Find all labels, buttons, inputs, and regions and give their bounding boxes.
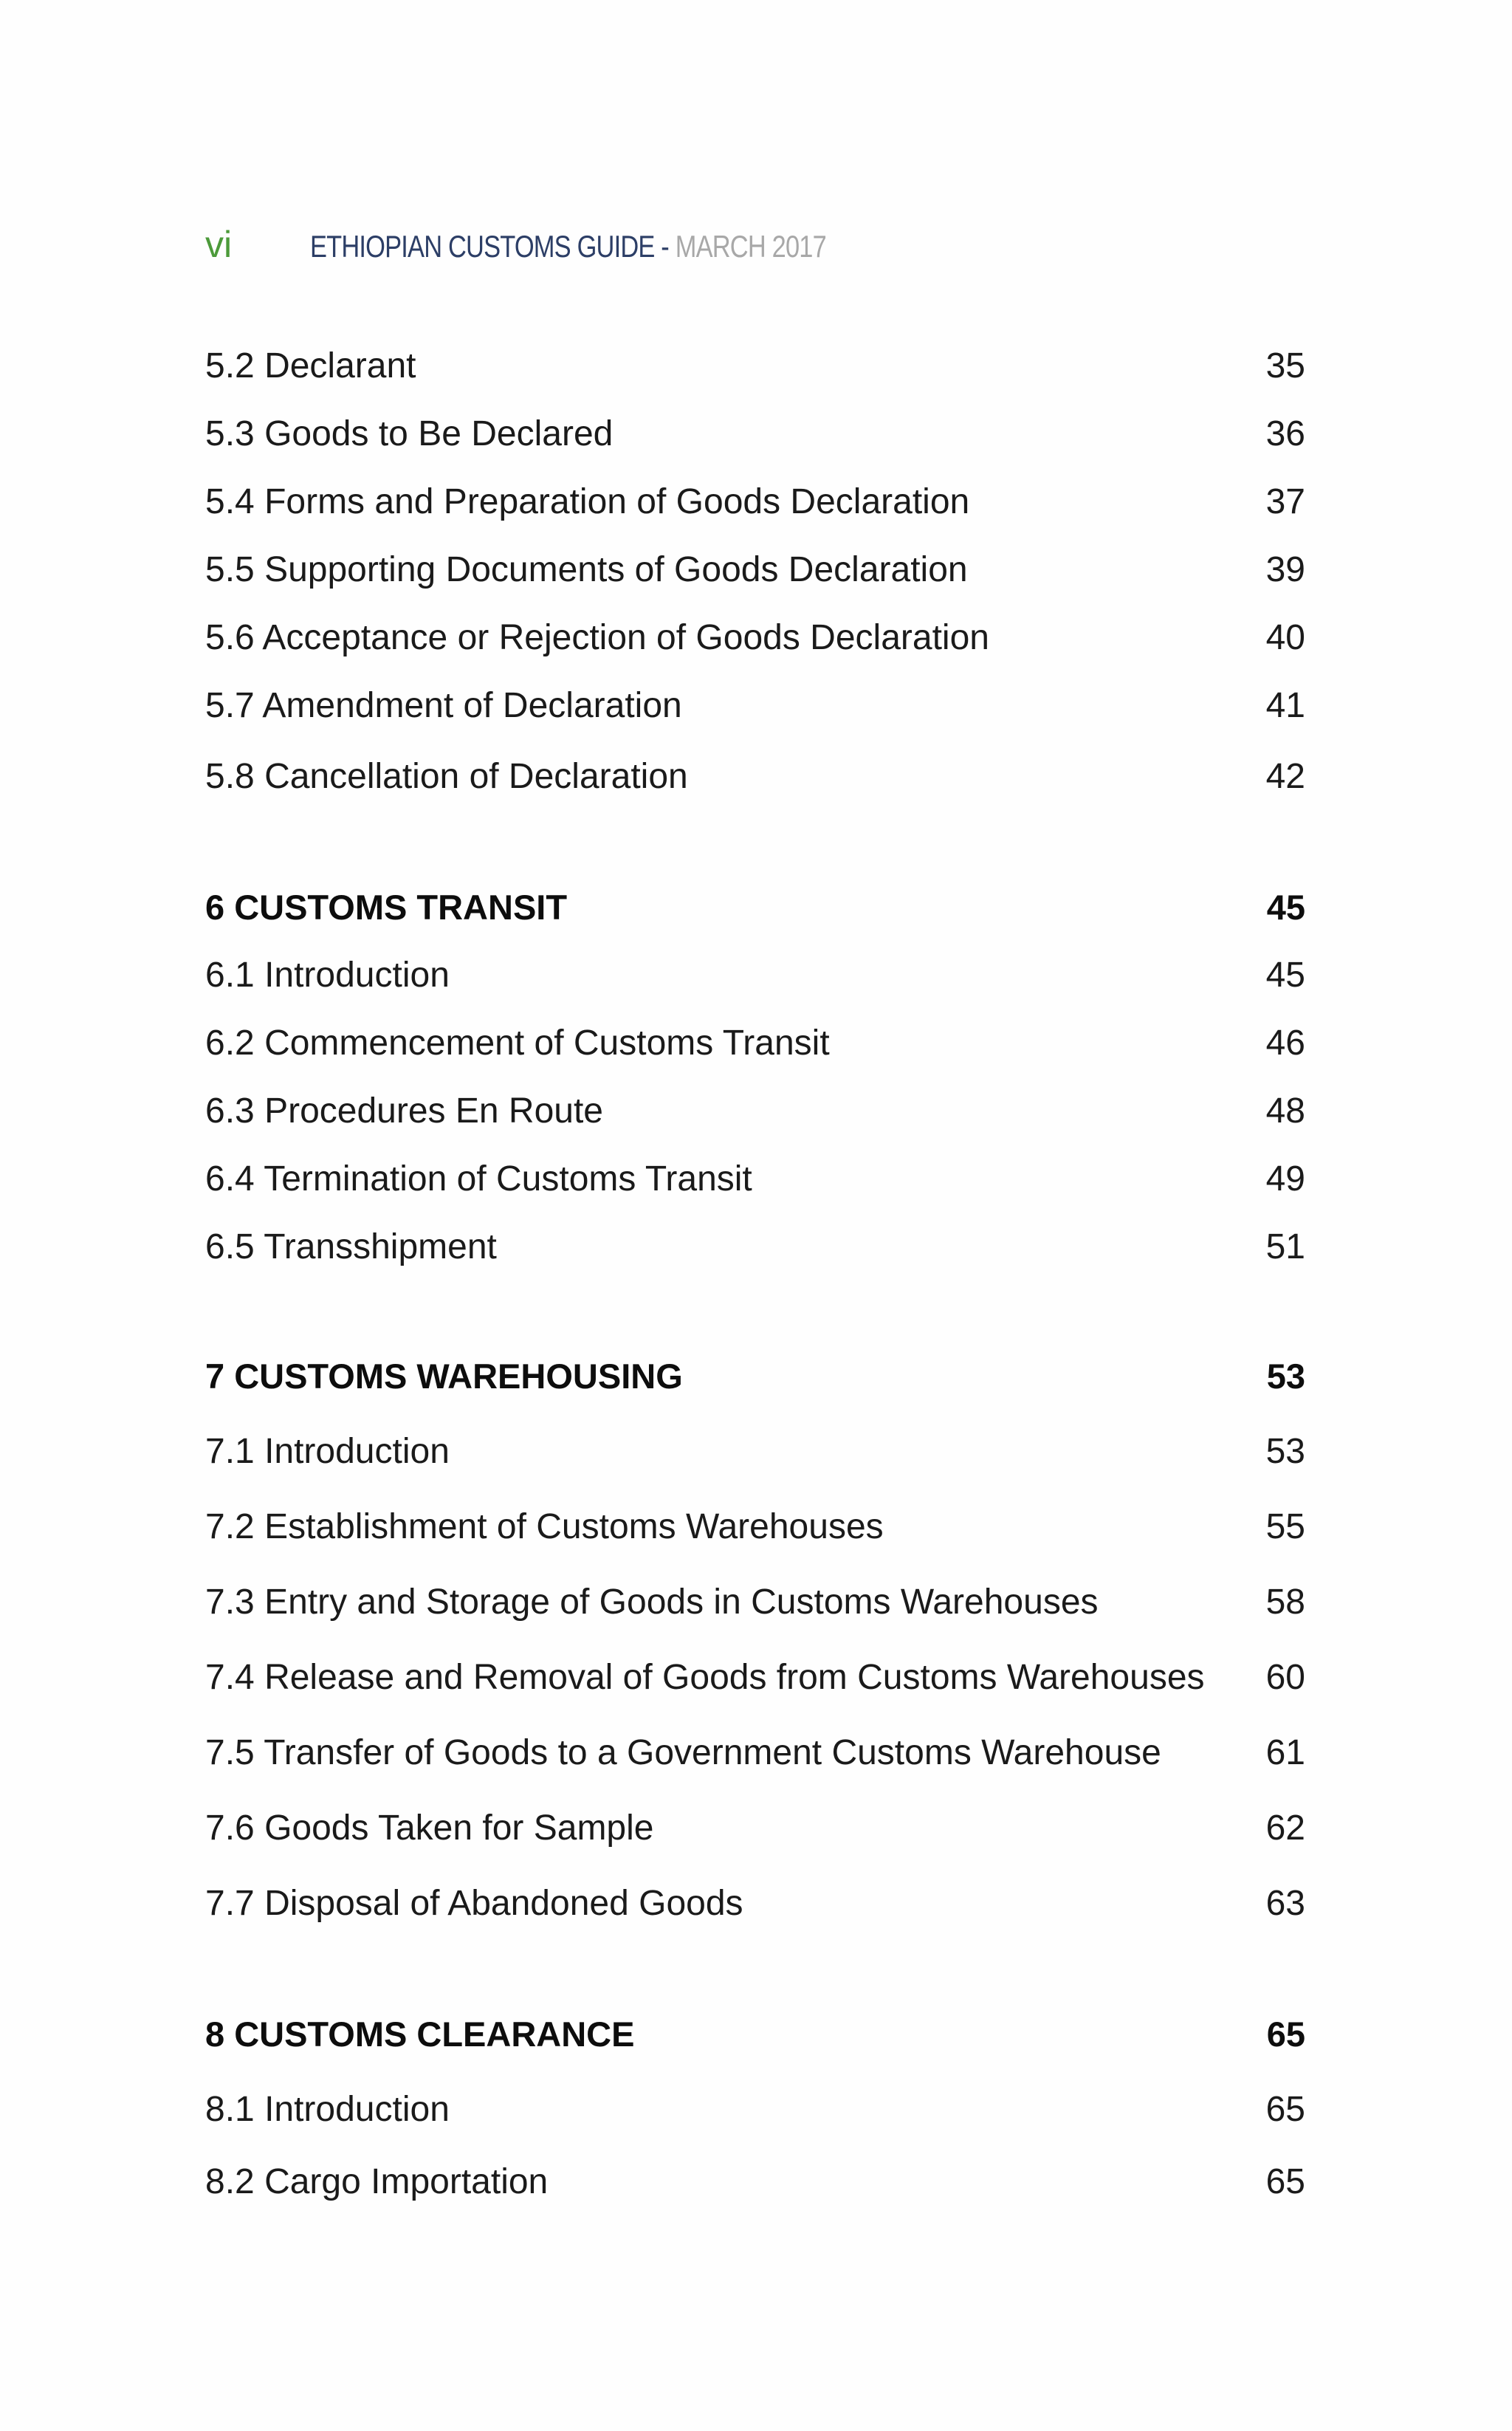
- toc-entry-title: 5.6 Acceptance or Rejection of Goods Declaration: [205, 618, 989, 657]
- toc-page-number: 51: [1265, 1227, 1305, 1266]
- toc-entry-title: 8 CUSTOMS CLEARANCE: [205, 2015, 635, 2054]
- toc-section-entry: [205, 414, 1305, 454]
- toc-page-number: 53: [1266, 1357, 1305, 1396]
- toc-page-number: 55: [1265, 1507, 1305, 1546]
- toc-page-number: 48: [1265, 1091, 1305, 1131]
- toc-section-entry: [205, 1506, 1305, 1547]
- toc-entry-title: 7.1 Introduction: [205, 1432, 450, 1471]
- toc-entry-title: 6.5 Transshipment: [205, 1227, 497, 1266]
- toc-entry-title: 5.2 Declarant: [205, 346, 416, 385]
- toc-entry-title: 8.1 Introduction: [205, 2090, 450, 2129]
- toc-entry-title: 7.3 Entry and Storage of Goods in Customs Warehouses: [205, 1583, 1099, 1622]
- toc-chapter-entry: [205, 887, 1305, 928]
- edition-date: MARCH 2017: [675, 229, 826, 264]
- running-title: [310, 229, 826, 264]
- toc-section-entry: [205, 1732, 1305, 1773]
- toc-page-number: 46: [1265, 1024, 1305, 1063]
- toc-page-number: 35: [1265, 346, 1305, 385]
- toc-section-entry: [205, 1657, 1305, 1698]
- toc-entry-title: 7.6 Goods Taken for Sample: [205, 1808, 654, 1848]
- toc-entry-title: 5.8 Cancellation of Declaration: [205, 757, 688, 796]
- toc-section-entry: [205, 1808, 1305, 1848]
- toc-page-number: 65: [1265, 2162, 1305, 2201]
- toc-section-entry: [205, 1431, 1305, 1472]
- toc-page-number: 37: [1265, 482, 1305, 521]
- toc-entry-title: 6.1 Introduction: [205, 956, 450, 995]
- toc-section-entry: [205, 1023, 1305, 1063]
- page-number: vi: [205, 224, 233, 265]
- toc-page-number: 61: [1265, 1733, 1305, 1772]
- toc-page-number: 65: [1266, 2015, 1305, 2054]
- toc-page-number: 40: [1265, 618, 1305, 657]
- toc-entry-title: 7.5 Transfer of Goods to a Government Customs Warehouse: [205, 1733, 1161, 1772]
- toc-section-entry: [205, 685, 1305, 726]
- toc-entry-title: 7.2 Establishment of Customs Warehouses: [205, 1507, 884, 1546]
- toc-section-entry: [205, 617, 1305, 658]
- toc-page-number: 63: [1265, 1884, 1305, 1923]
- toc-page-number: 65: [1265, 2090, 1305, 2129]
- toc-section-entry: [205, 1227, 1305, 1267]
- toc-page-number: 60: [1265, 1658, 1305, 1697]
- toc-section-entry: [205, 2089, 1305, 2130]
- toc-entry-title: 5.4 Forms and Preparation of Goods Declaration: [205, 482, 970, 521]
- toc-page-number: 39: [1265, 550, 1305, 589]
- toc-section-entry: [205, 1159, 1305, 1199]
- toc-entry-title: 8.2 Cargo Importation: [205, 2162, 549, 2201]
- toc-page-number: 45: [1266, 888, 1305, 927]
- toc-entry-title: 5.7 Amendment of Declaration: [205, 686, 682, 725]
- toc-section-entry: [205, 1582, 1305, 1622]
- toc-section-entry: [205, 346, 1305, 386]
- toc-entry-title: 5.5 Supporting Documents of Goods Declaration: [205, 550, 968, 589]
- toc-section-entry: [205, 955, 1305, 995]
- toc-entry-title: 6.4 Termination of Customs Transit: [205, 1159, 752, 1199]
- toc-entry-title: 6.3 Procedures En Route: [205, 1091, 603, 1131]
- toc-page-number: 42: [1265, 757, 1305, 796]
- toc-section-entry: [205, 549, 1305, 590]
- toc-page-number: 45: [1265, 956, 1305, 995]
- toc-chapter-entry: [205, 1356, 1305, 1396]
- toc-entry-title: 5.3 Goods to Be Declared: [205, 414, 614, 453]
- toc-page-number: 58: [1265, 1583, 1305, 1622]
- toc-chapter-entry: [205, 2014, 1305, 2054]
- toc-section-entry: [205, 1883, 1305, 1924]
- toc-section-entry: [205, 756, 1305, 797]
- guide-title: ETHIOPIAN CUSTOMS GUIDE: [310, 229, 655, 264]
- toc-section-entry: [205, 2161, 1305, 2202]
- toc-entry-title: 6 CUSTOMS TRANSIT: [205, 888, 568, 927]
- title-separator: -: [654, 229, 676, 264]
- toc-page-number: 36: [1265, 414, 1305, 453]
- toc-entry-title: 7.7 Disposal of Abandoned Goods: [205, 1884, 743, 1923]
- running-header: [205, 223, 939, 275]
- toc-section-entry: [205, 481, 1305, 522]
- toc-entry-title: 7.4 Release and Removal of Goods from Customs Warehouses: [205, 1658, 1205, 1697]
- toc-page-number: 41: [1265, 686, 1305, 725]
- toc-page-number: 62: [1265, 1808, 1305, 1848]
- toc-entry-title: 7 CUSTOMS WAREHOUSING: [205, 1357, 683, 1396]
- toc-page-number: 53: [1265, 1432, 1305, 1471]
- toc-section-entry: [205, 1091, 1305, 1131]
- toc-page-number: 49: [1265, 1159, 1305, 1199]
- toc-entry-title: 6.2 Commencement of Customs Transit: [205, 1024, 830, 1063]
